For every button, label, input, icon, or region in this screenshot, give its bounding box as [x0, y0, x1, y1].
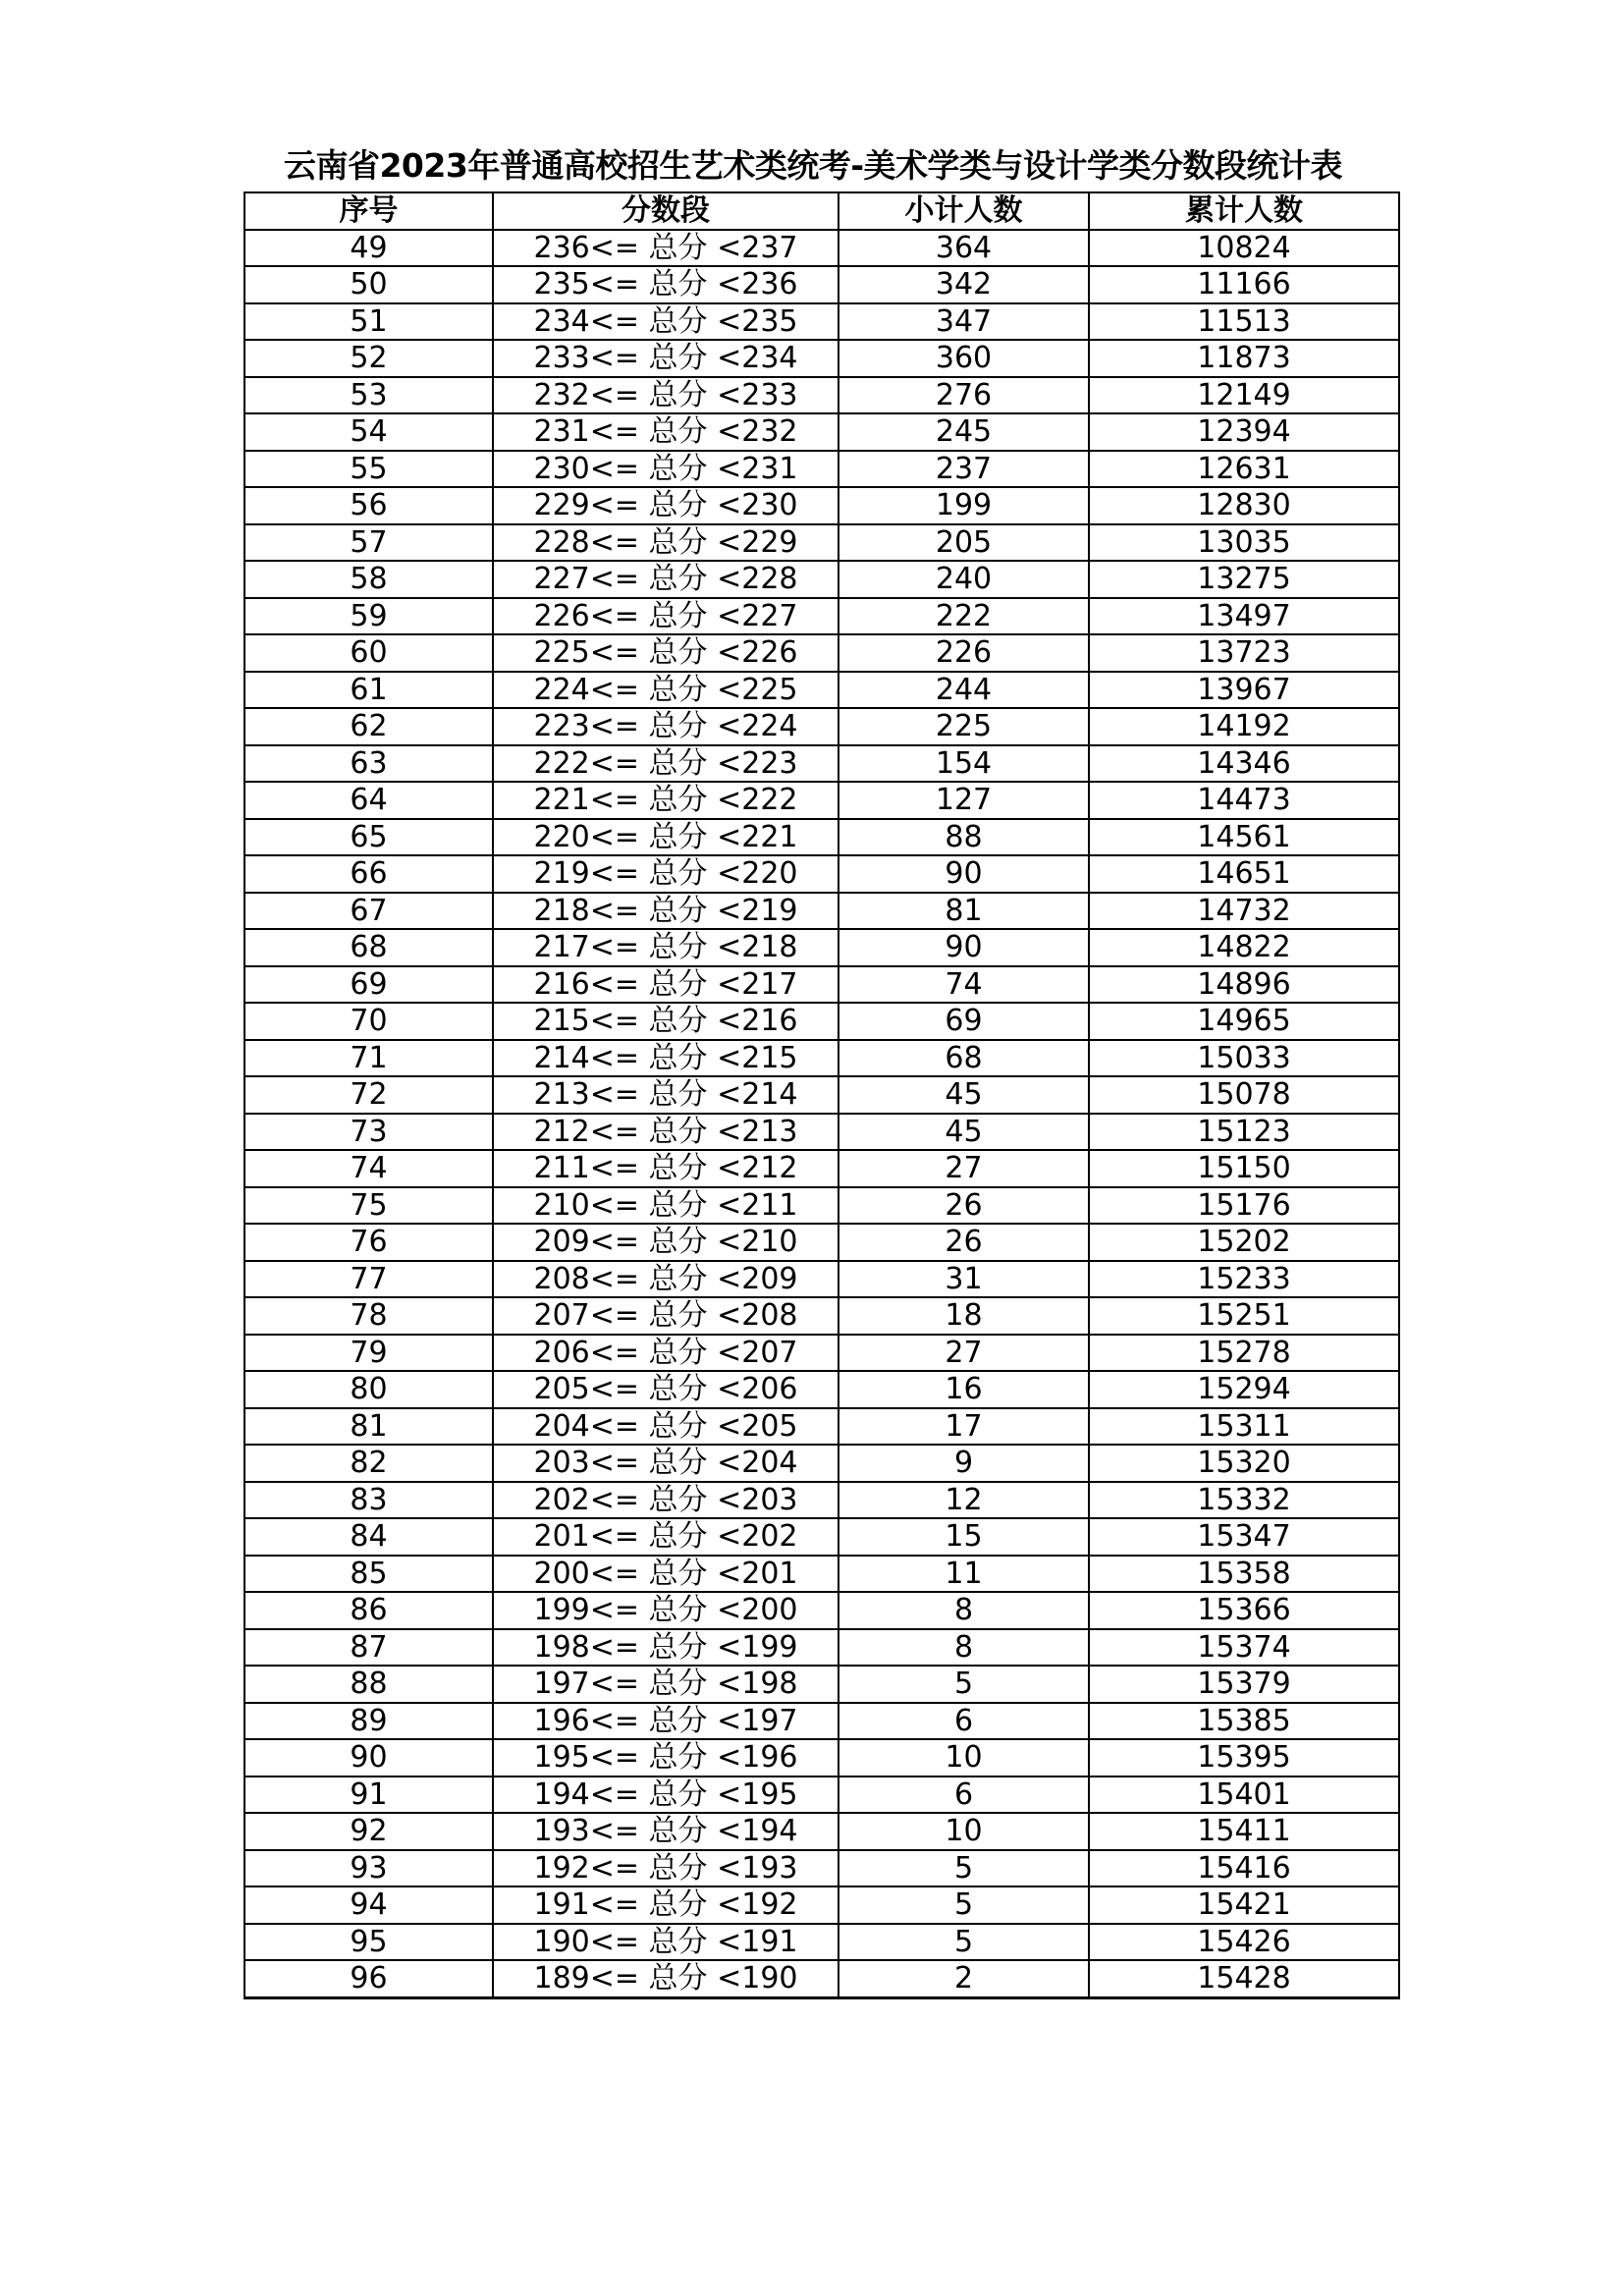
row-index: 51: [244, 303, 493, 341]
table-row: [244, 1518, 1399, 1556]
table-header-row: [244, 192, 1399, 230]
table-row: [244, 855, 1399, 893]
cumulative-count: 15385: [1089, 1703, 1399, 1740]
table-row: [244, 1556, 1399, 1593]
cumulative-count: 14896: [1089, 966, 1399, 1004]
row-index: 66: [244, 855, 493, 893]
table-row: [244, 340, 1399, 377]
cumulative-count: 14192: [1089, 708, 1399, 745]
row-index: 73: [244, 1114, 493, 1151]
cumulative-count: 14346: [1089, 745, 1399, 783]
subtotal-count: 222: [839, 598, 1089, 635]
row-index: 85: [244, 1556, 493, 1593]
table-row: [244, 1224, 1399, 1261]
score-range: 212<= 总分 <213: [493, 1114, 839, 1151]
score-range: 193<= 总分 <194: [493, 1813, 839, 1850]
score-range: 225<= 总分 <226: [493, 634, 839, 672]
table-row: [244, 708, 1399, 745]
cumulative-count: 15411: [1089, 1813, 1399, 1850]
subtotal-count: 360: [839, 340, 1089, 377]
subtotal-count: 31: [839, 1261, 1089, 1298]
cumulative-count: 12631: [1089, 451, 1399, 488]
table-row: [244, 672, 1399, 709]
table-body: [244, 230, 1399, 1998]
subtotal-count: 10: [839, 1739, 1089, 1777]
cumulative-count: 12394: [1089, 413, 1399, 451]
subtotal-count: 11: [839, 1556, 1089, 1593]
row-index: 53: [244, 377, 493, 414]
subtotal-count: 240: [839, 561, 1089, 598]
cumulative-count: 15176: [1089, 1187, 1399, 1225]
subtotal-count: 90: [839, 855, 1089, 893]
cumulative-count: 15358: [1089, 1556, 1399, 1593]
subtotal-count: 6: [839, 1703, 1089, 1740]
cumulative-count: 13275: [1089, 561, 1399, 598]
subtotal-count: 5: [839, 1924, 1089, 1961]
score-range: 198<= 总分 <199: [493, 1629, 839, 1667]
table-row: [244, 487, 1399, 524]
subtotal-count: 69: [839, 1003, 1089, 1040]
score-range: 232<= 总分 <233: [493, 377, 839, 414]
score-range: 207<= 总分 <208: [493, 1297, 839, 1335]
cumulative-count: 14651: [1089, 855, 1399, 893]
cumulative-count: 14965: [1089, 1003, 1399, 1040]
row-index: 88: [244, 1666, 493, 1703]
subtotal-count: 81: [839, 893, 1089, 930]
row-index: 77: [244, 1261, 493, 1298]
cumulative-count: 15332: [1089, 1482, 1399, 1519]
table-row: [244, 1666, 1399, 1703]
cumulative-count: 11873: [1089, 340, 1399, 377]
table-row: [244, 745, 1399, 783]
score-range: 223<= 总分 <224: [493, 708, 839, 745]
cumulative-count: 15379: [1089, 1666, 1399, 1703]
subtotal-count: 276: [839, 377, 1089, 414]
score-range: 215<= 总分 <216: [493, 1003, 839, 1040]
row-index: 69: [244, 966, 493, 1004]
table-row: [244, 1482, 1399, 1519]
score-range: 227<= 总分 <228: [493, 561, 839, 598]
row-index: 92: [244, 1813, 493, 1850]
table-row: [244, 782, 1399, 819]
table-row: [244, 303, 1399, 341]
cumulative-count: 15202: [1089, 1224, 1399, 1261]
table-row: [244, 1150, 1399, 1187]
row-index: 52: [244, 340, 493, 377]
row-index: 74: [244, 1150, 493, 1187]
row-index: 75: [244, 1187, 493, 1225]
row-index: 57: [244, 524, 493, 562]
subtotal-count: 8: [839, 1592, 1089, 1629]
score-range: 218<= 总分 <219: [493, 893, 839, 930]
row-index: 59: [244, 598, 493, 635]
header-index: 序号: [244, 192, 493, 230]
subtotal-count: 9: [839, 1445, 1089, 1482]
table-row: [244, 1076, 1399, 1114]
subtotal-count: 237: [839, 451, 1089, 488]
row-index: 54: [244, 413, 493, 451]
subtotal-count: 88: [839, 819, 1089, 856]
table-row: [244, 451, 1399, 488]
subtotal-count: 18: [839, 1297, 1089, 1335]
table-row: [244, 1335, 1399, 1372]
row-index: 58: [244, 561, 493, 598]
row-index: 91: [244, 1777, 493, 1814]
row-index: 86: [244, 1592, 493, 1629]
score-range: 219<= 总分 <220: [493, 855, 839, 893]
subtotal-count: 15: [839, 1518, 1089, 1556]
table-row: [244, 1886, 1399, 1924]
subtotal-count: 6: [839, 1777, 1089, 1814]
subtotal-count: 90: [839, 929, 1089, 966]
score-range: 235<= 总分 <236: [493, 266, 839, 303]
subtotal-count: 26: [839, 1224, 1089, 1261]
cumulative-count: 15311: [1089, 1408, 1399, 1446]
subtotal-count: 45: [839, 1114, 1089, 1151]
cumulative-count: 15123: [1089, 1114, 1399, 1151]
cumulative-count: 15366: [1089, 1592, 1399, 1629]
score-range: 214<= 总分 <215: [493, 1040, 839, 1077]
score-distribution-table: [243, 191, 1400, 1999]
row-index: 80: [244, 1371, 493, 1408]
row-index: 62: [244, 708, 493, 745]
table-row: [244, 230, 1399, 267]
row-index: 70: [244, 1003, 493, 1040]
cumulative-count: 15428: [1089, 1960, 1399, 1997]
row-index: 79: [244, 1335, 493, 1372]
score-range: 233<= 总分 <234: [493, 340, 839, 377]
table-row: [244, 1261, 1399, 1298]
cumulative-count: 11166: [1089, 266, 1399, 303]
score-range: 190<= 总分 <191: [493, 1924, 839, 1961]
row-index: 63: [244, 745, 493, 783]
subtotal-count: 2: [839, 1960, 1089, 1997]
table-row: [244, 893, 1399, 930]
score-range: 210<= 总分 <211: [493, 1187, 839, 1225]
subtotal-count: 12: [839, 1482, 1089, 1519]
table-row: [244, 634, 1399, 672]
table-row: [244, 1813, 1399, 1850]
table-row: [244, 1924, 1399, 1961]
subtotal-count: 45: [839, 1076, 1089, 1114]
score-range: 199<= 总分 <200: [493, 1592, 839, 1629]
subtotal-count: 127: [839, 782, 1089, 819]
table-row: [244, 1629, 1399, 1667]
cumulative-count: 15401: [1089, 1777, 1399, 1814]
subtotal-count: 225: [839, 708, 1089, 745]
table-row: [244, 266, 1399, 303]
score-range: 228<= 总分 <229: [493, 524, 839, 562]
subtotal-count: 16: [839, 1371, 1089, 1408]
row-index: 67: [244, 893, 493, 930]
table-row: [244, 1040, 1399, 1077]
subtotal-count: 27: [839, 1335, 1089, 1372]
subtotal-count: 68: [839, 1040, 1089, 1077]
row-index: 90: [244, 1739, 493, 1777]
score-range: 206<= 总分 <207: [493, 1335, 839, 1372]
score-range: 205<= 总分 <206: [493, 1371, 839, 1408]
row-index: 89: [244, 1703, 493, 1740]
score-range: 221<= 总分 <222: [493, 782, 839, 819]
row-index: 87: [244, 1629, 493, 1667]
score-range: 194<= 总分 <195: [493, 1777, 839, 1814]
page-title: 云南省2023年普通高校招生艺术类统考-美术学类与设计学类分数段统计表: [283, 146, 1343, 185]
cumulative-count: 15374: [1089, 1629, 1399, 1667]
row-index: 78: [244, 1297, 493, 1335]
row-index: 76: [244, 1224, 493, 1261]
cumulative-count: 13967: [1089, 672, 1399, 709]
cumulative-count: 15251: [1089, 1297, 1399, 1335]
score-range: 204<= 总分 <205: [493, 1408, 839, 1446]
row-index: 84: [244, 1518, 493, 1556]
score-range: 234<= 总分 <235: [493, 303, 839, 341]
table-row: [244, 1371, 1399, 1408]
row-index: 93: [244, 1850, 493, 1887]
subtotal-count: 245: [839, 413, 1089, 451]
row-index: 49: [244, 230, 493, 267]
cumulative-count: 15395: [1089, 1739, 1399, 1777]
cumulative-count: 10824: [1089, 230, 1399, 267]
subtotal-count: 5: [839, 1850, 1089, 1887]
score-range: 208<= 总分 <209: [493, 1261, 839, 1298]
score-range: 196<= 总分 <197: [493, 1703, 839, 1740]
cumulative-count: 15421: [1089, 1886, 1399, 1924]
header-score-range: 分数段: [493, 192, 839, 230]
score-range: 202<= 总分 <203: [493, 1482, 839, 1519]
cumulative-count: 15278: [1089, 1335, 1399, 1372]
score-range: 213<= 总分 <214: [493, 1076, 839, 1114]
row-index: 50: [244, 266, 493, 303]
cumulative-count: 13035: [1089, 524, 1399, 562]
subtotal-count: 74: [839, 966, 1089, 1004]
subtotal-count: 205: [839, 524, 1089, 562]
score-range: 224<= 总分 <225: [493, 672, 839, 709]
table-row: [244, 413, 1399, 451]
row-index: 71: [244, 1040, 493, 1077]
subtotal-count: 8: [839, 1629, 1089, 1667]
row-index: 65: [244, 819, 493, 856]
cumulative-count: 15233: [1089, 1261, 1399, 1298]
score-range: 189<= 总分 <190: [493, 1960, 839, 1997]
cumulative-count: 14822: [1089, 929, 1399, 966]
subtotal-count: 244: [839, 672, 1089, 709]
table-row: [244, 561, 1399, 598]
subtotal-count: 199: [839, 487, 1089, 524]
cumulative-count: 11513: [1089, 303, 1399, 341]
row-index: 68: [244, 929, 493, 966]
score-range: 236<= 总分 <237: [493, 230, 839, 267]
header-subtotal: 小计人数: [839, 192, 1089, 230]
score-range: 229<= 总分 <230: [493, 487, 839, 524]
table-row: [244, 1297, 1399, 1335]
table-row: [244, 929, 1399, 966]
table-row: [244, 966, 1399, 1004]
subtotal-count: 5: [839, 1666, 1089, 1703]
cumulative-count: 13497: [1089, 598, 1399, 635]
score-range: 192<= 总分 <193: [493, 1850, 839, 1887]
cumulative-count: 14732: [1089, 893, 1399, 930]
cumulative-count: 15320: [1089, 1445, 1399, 1482]
row-index: 64: [244, 782, 493, 819]
subtotal-count: 364: [839, 230, 1089, 267]
table-row: [244, 1003, 1399, 1040]
row-index: 56: [244, 487, 493, 524]
row-index: 61: [244, 672, 493, 709]
subtotal-count: 226: [839, 634, 1089, 672]
score-range: 197<= 总分 <198: [493, 1666, 839, 1703]
score-range: 220<= 总分 <221: [493, 819, 839, 856]
table-row: [244, 819, 1399, 856]
score-range: 216<= 总分 <217: [493, 966, 839, 1004]
score-range: 201<= 总分 <202: [493, 1518, 839, 1556]
score-range: 226<= 总分 <227: [493, 598, 839, 635]
cumulative-count: 12149: [1089, 377, 1399, 414]
cumulative-count: 15416: [1089, 1850, 1399, 1887]
row-index: 81: [244, 1408, 493, 1446]
row-index: 82: [244, 1445, 493, 1482]
subtotal-count: 342: [839, 266, 1089, 303]
cumulative-count: 15078: [1089, 1076, 1399, 1114]
table-row: [244, 1592, 1399, 1629]
row-index: 60: [244, 634, 493, 672]
row-index: 95: [244, 1924, 493, 1961]
subtotal-count: 10: [839, 1813, 1089, 1850]
cumulative-count: 15347: [1089, 1518, 1399, 1556]
cumulative-count: 15294: [1089, 1371, 1399, 1408]
cumulative-count: 13723: [1089, 634, 1399, 672]
table-row: [244, 1850, 1399, 1887]
row-index: 83: [244, 1482, 493, 1519]
header-cumulative: 累计人数: [1089, 192, 1399, 230]
cumulative-count: 12830: [1089, 487, 1399, 524]
score-range: 230<= 总分 <231: [493, 451, 839, 488]
table-row: [244, 524, 1399, 562]
score-range: 231<= 总分 <232: [493, 413, 839, 451]
score-range: 217<= 总分 <218: [493, 929, 839, 966]
table-row: [244, 1960, 1399, 1997]
cumulative-count: 15150: [1089, 1150, 1399, 1187]
table-row: [244, 1777, 1399, 1814]
table-row: [244, 1445, 1399, 1482]
subtotal-count: 347: [839, 303, 1089, 341]
score-range: 200<= 总分 <201: [493, 1556, 839, 1593]
table-row: [244, 598, 1399, 635]
subtotal-count: 154: [839, 745, 1089, 783]
cumulative-count: 14473: [1089, 782, 1399, 819]
row-index: 72: [244, 1076, 493, 1114]
table-row: [244, 1739, 1399, 1777]
score-range: 195<= 总分 <196: [493, 1739, 839, 1777]
score-range: 211<= 总分 <212: [493, 1150, 839, 1187]
score-range: 209<= 总分 <210: [493, 1224, 839, 1261]
table-row: [244, 1408, 1399, 1446]
subtotal-count: 17: [839, 1408, 1089, 1446]
score-range: 191<= 总分 <192: [493, 1886, 839, 1924]
score-range: 222<= 总分 <223: [493, 745, 839, 783]
row-index: 55: [244, 451, 493, 488]
cumulative-count: 14561: [1089, 819, 1399, 856]
cumulative-count: 15033: [1089, 1040, 1399, 1077]
table-row: [244, 1114, 1399, 1151]
subtotal-count: 27: [839, 1150, 1089, 1187]
subtotal-count: 5: [839, 1886, 1089, 1924]
score-range: 203<= 总分 <204: [493, 1445, 839, 1482]
subtotal-count: 26: [839, 1187, 1089, 1225]
table-row: [244, 1187, 1399, 1225]
table-row: [244, 377, 1399, 414]
table-row: [244, 1703, 1399, 1740]
cumulative-count: 15426: [1089, 1924, 1399, 1961]
row-index: 94: [244, 1886, 493, 1924]
row-index: 96: [244, 1960, 493, 1997]
